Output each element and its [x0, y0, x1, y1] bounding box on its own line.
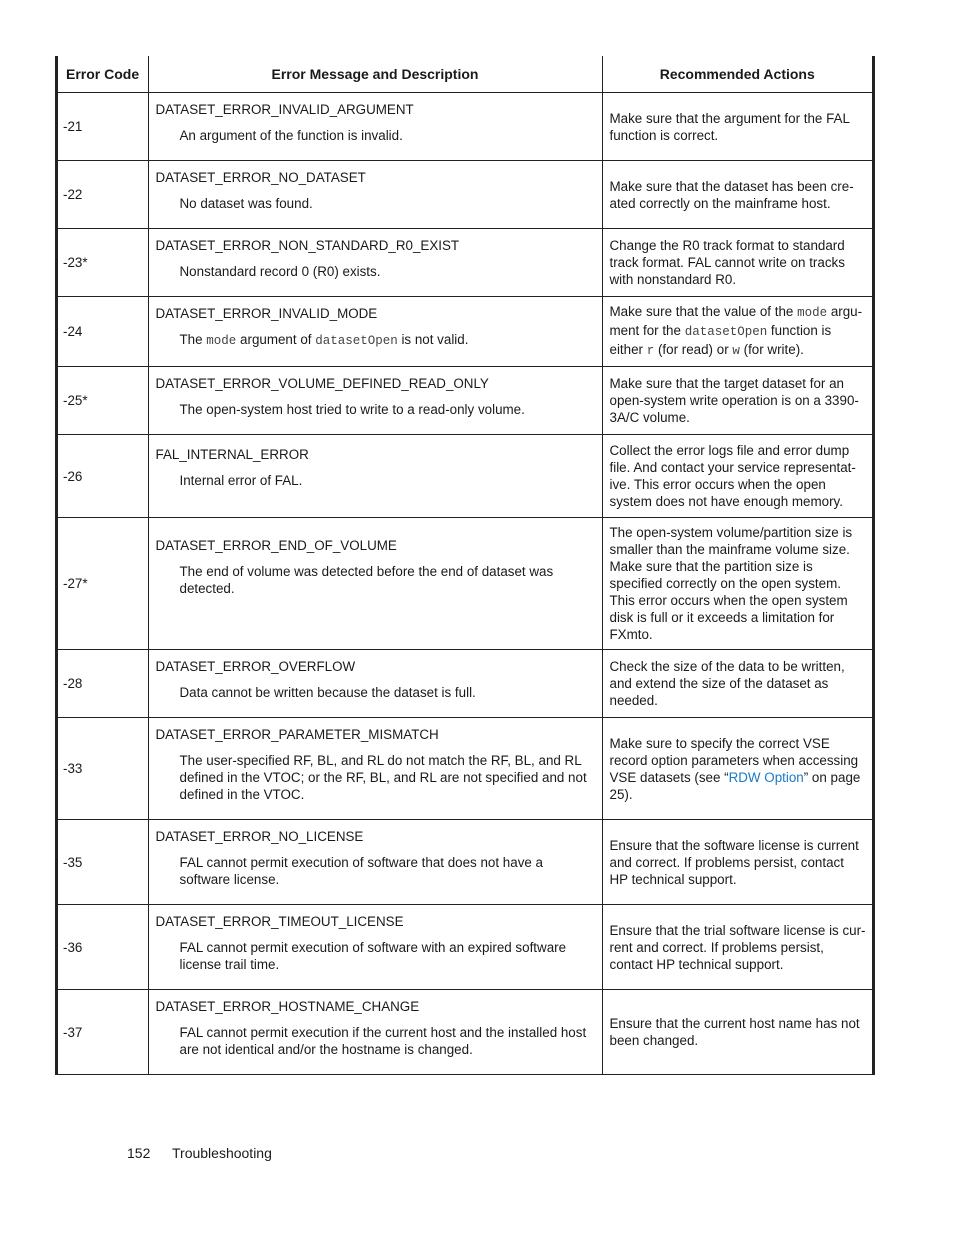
error-description: No dataset was found.: [179, 196, 313, 211]
error-table-frame: [55, 56, 875, 1075]
error-message-cell: [148, 905, 602, 990]
table-row: [58, 905, 872, 990]
table-row: [58, 718, 872, 820]
error-message-cell: [148, 435, 602, 518]
error-name: DATASET_ERROR_END_OF_VOLUME: [155, 538, 397, 553]
table-row: [58, 93, 872, 161]
section-title: Troubleshooting: [172, 1145, 272, 1161]
error-name: DATASET_ERROR_INVALID_MODE: [155, 306, 378, 321]
error-name: DATASET_ERROR_HOSTNAME_CHANGE: [155, 999, 420, 1014]
error-name: DATASET_ERROR_TIMEOUT_LICENSE: [155, 914, 404, 929]
table-row: [58, 435, 872, 518]
error-message-cell: [148, 990, 602, 1075]
header-recommended-actions: Recommended Actions: [602, 56, 872, 93]
action-text: (for write).: [739, 342, 804, 357]
desc-text: The: [179, 332, 207, 347]
action-text: ” on page 25).: [609, 769, 861, 802]
error-description: Nonstandard record 0 (R0) exists.: [179, 264, 381, 279]
error-description: [180, 331, 594, 350]
error-message-cell: [148, 718, 602, 820]
error-code-cell: -37: [58, 990, 148, 1075]
recommended-action-cell: [602, 297, 872, 367]
error-name: DATASET_ERROR_PARAMETER_MISMATCH: [155, 727, 439, 742]
recommended-action-cell: Make sure that the argument for the FAL function is correct.: [602, 93, 872, 161]
header-error-message: Error Message and Description: [148, 56, 602, 93]
error-code-cell: -36: [58, 905, 148, 990]
table-row: [58, 161, 872, 229]
recommended-action-cell: Ensure that the current host name has not been changed.: [602, 990, 872, 1075]
error-description: Internal error of FAL.: [179, 473, 303, 488]
error-description: FAL cannot permit execution if the current host and the installed host are not identical and/or the hostname is changed.: [179, 1025, 587, 1057]
action-text: Make sure to specify the correct VSE record option parameters when accessing VSE datasets (see “: [609, 735, 859, 785]
error-message-cell: [148, 820, 602, 905]
recommended-action-cell: Make sure that the dataset has been cre-ated correctly on the mainframe host.: [602, 161, 872, 229]
code-mode: mode: [797, 306, 828, 320]
error-code-cell: -33: [58, 718, 148, 820]
table-row: [58, 367, 872, 435]
error-code-cell: -27*: [58, 518, 148, 650]
recommended-action-cell: Change the R0 track format to standard track format. FAL cannot write on tracks with nonstandard R0.: [602, 229, 872, 297]
code-mode: mode: [206, 334, 237, 348]
action-text: Make sure that the value of the: [609, 304, 798, 319]
error-code-cell: -28: [58, 650, 148, 718]
recommended-action-cell: The open-system volume/partition size is smaller than the mainframe volume size. Make sure that the partition size is specified correctly on the open system. This error occurs when the open system disk is full or it exceeds a limitation for FXmto.: [602, 518, 872, 650]
action-text: (for read) or: [654, 342, 733, 357]
error-name: DATASET_ERROR_NO_LICENSE: [155, 829, 364, 844]
recommended-action-cell: Ensure that the software license is current and correct. If problems persist, contact HP technical support.: [602, 820, 872, 905]
action-text: argu-ment for the: [609, 304, 863, 338]
rdw-option-link[interactable]: RDW Option: [728, 769, 804, 785]
error-code-cell: -25*: [58, 367, 148, 435]
error-message-cell: [148, 229, 602, 297]
error-name: DATASET_ERROR_NO_DATASET: [155, 170, 366, 185]
recommended-action-cell: Check the size of the data to be written, and extend the size of the dataset as needed.: [602, 650, 872, 718]
error-code-cell: -26: [58, 435, 148, 518]
error-description: The end of volume was detected before the end of dataset was detected.: [179, 564, 554, 596]
error-message-cell: [148, 161, 602, 229]
table-row: [58, 297, 872, 367]
code-datasetopen: datasetOpen: [315, 334, 398, 348]
error-code-cell: -35: [58, 820, 148, 905]
table-header-row: [58, 56, 872, 93]
error-name: DATASET_ERROR_OVERFLOW: [155, 659, 356, 674]
table-row: [58, 650, 872, 718]
code-w: w: [732, 344, 740, 358]
error-name: DATASET_ERROR_NON_STANDARD_R0_EXIST: [155, 238, 460, 253]
error-description: FAL cannot permit execution of software that does not have a software license.: [179, 855, 544, 887]
error-message-cell: [148, 297, 602, 367]
code-r: r: [646, 344, 655, 358]
page-footer: [127, 1145, 272, 1161]
error-description: The user-specified RF, BL, and RL do not match the RF, BL, and RL defined in the VTOC; or the RF, BL, and RL are not specified and not defined in the VTOC.: [179, 753, 587, 802]
error-code-cell: -24: [58, 297, 148, 367]
table-row: [58, 990, 872, 1075]
error-code-table: [58, 56, 872, 1075]
error-description: The open-system host tried to write to a read-only volume.: [179, 402, 525, 417]
error-message-cell: [148, 93, 602, 161]
page-number: 152: [127, 1145, 151, 1161]
recommended-action-cell: Make sure that the target dataset for an open-system write operation is on a 3390-3A/C volume.: [602, 367, 872, 435]
error-code-cell: -22: [58, 161, 148, 229]
table-row: [58, 820, 872, 905]
error-code-cell: -21: [58, 93, 148, 161]
error-description: Data cannot be written because the dataset is full.: [179, 685, 476, 700]
table-row: [58, 518, 872, 650]
table-row: [58, 229, 872, 297]
error-code-cell: -23*: [58, 229, 148, 297]
recommended-action-cell: Collect the error logs file and error dump file. And contact your service representat-ive. This error occurs when the open system does not have enough memory.: [602, 435, 872, 518]
error-description: An argument of the function is invalid.: [179, 128, 403, 143]
recommended-action-cell: [602, 718, 872, 820]
desc-text: argument of: [236, 332, 316, 347]
recommended-action-cell: Ensure that the trial software license is cur-rent and correct. If problems persist, contact HP technical support.: [602, 905, 872, 990]
code-datasetopen: datasetOpen: [684, 325, 768, 339]
header-error-code: Error Code: [58, 56, 148, 93]
error-name: FAL_INTERNAL_ERROR: [155, 447, 309, 462]
error-message-cell: [148, 650, 602, 718]
error-name: DATASET_ERROR_VOLUME_DEFINED_READ_ONLY: [155, 376, 489, 391]
action-text: function is either: [609, 323, 832, 357]
error-name: DATASET_ERROR_INVALID_ARGUMENT: [155, 102, 414, 117]
error-message-cell: [148, 518, 602, 650]
desc-text: is not valid.: [397, 332, 469, 347]
error-description: FAL cannot permit execution of software with an expired software license trail time.: [179, 940, 567, 972]
error-message-cell: [148, 367, 602, 435]
